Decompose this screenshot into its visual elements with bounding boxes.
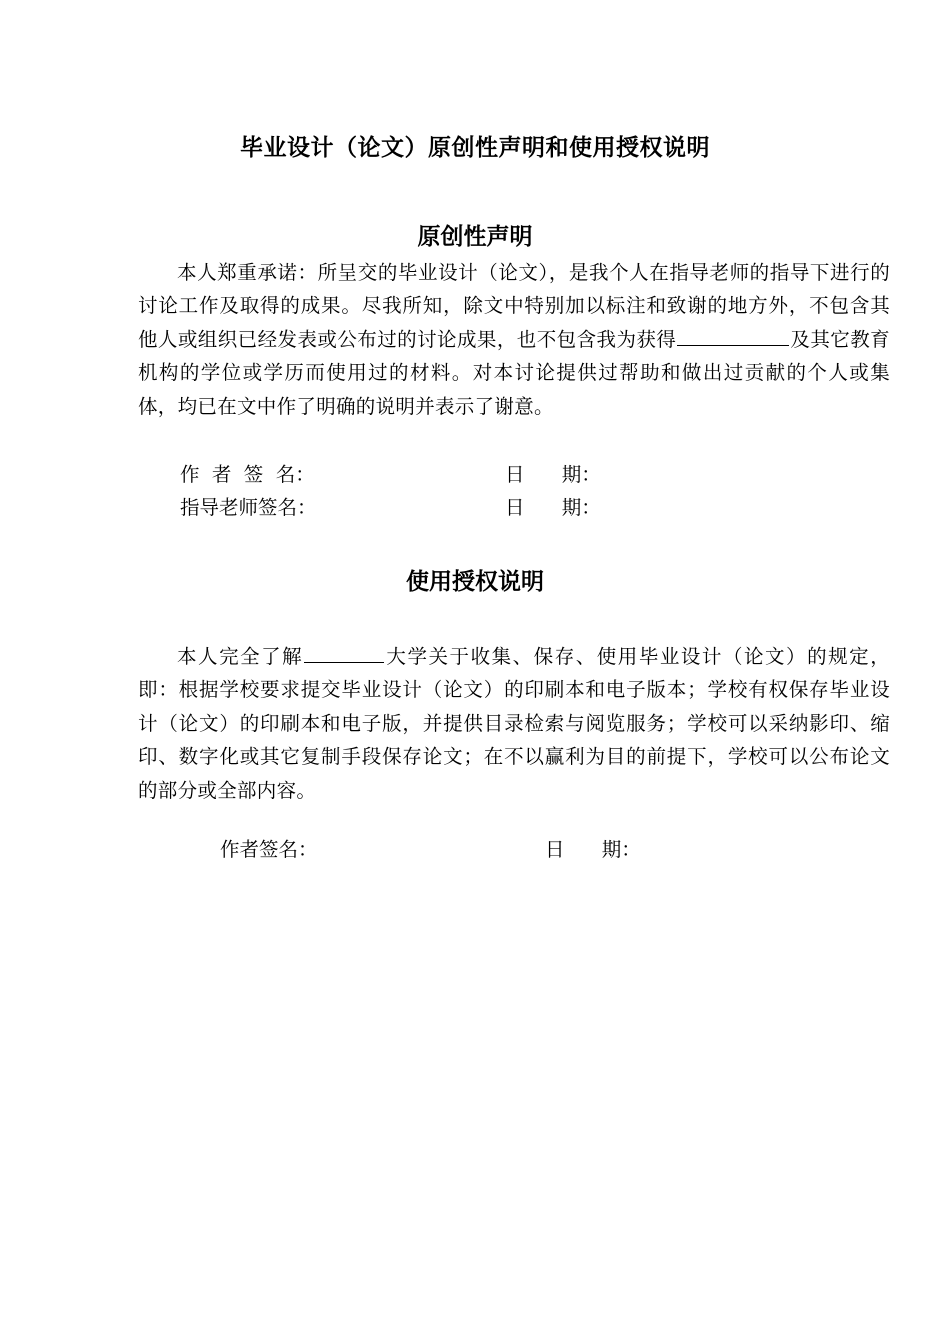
authorization-text-part1: 本人完全了解	[177, 645, 304, 668]
authorization-heading: 使用授权说明	[406, 569, 544, 595]
university-blank-line[interactable]	[304, 640, 384, 663]
advisor-sign-label: 指导老师签名：	[180, 496, 317, 519]
auth-author-sign-label: 作者签名：	[220, 838, 318, 861]
degree-blank-line[interactable]	[677, 323, 789, 346]
author-date-label: 日 期：	[505, 463, 601, 486]
author-date-row	[505, 460, 601, 490]
page-title: 毕业设计（论文）原创性声明和使用授权说明	[240, 135, 710, 161]
author-sign-label: 作 者 签 名：	[180, 463, 315, 486]
originality-text-part2: 及其它教育机构的学位或学历而使用过的材料。对本讨论提供过帮助和做出过贡献的个人或集体，均已在文中作了明确的说明并表示了谢意。	[138, 327, 890, 418]
auth-date-label: 日 期：	[545, 838, 641, 861]
auth-date-row	[545, 835, 641, 865]
originality-statement	[138, 256, 890, 423]
originality-heading: 原创性声明	[417, 224, 533, 250]
author-sign-row	[180, 460, 315, 490]
advisor-sign-row	[180, 493, 317, 523]
advisor-date-row	[505, 493, 601, 523]
authorization-text-part2: 大学关于收集、保存、使用毕业设计（论文）的规定，即：根据学校要求提交毕业设计（论文）的印刷本和电子版本；学校有权保存毕业设计（论文）的印刷本和电子版，并提供目录检索与阅览服务；学校可以采纳影印、缩印、数字化或其它复制手段保存论文；在不以赢利为目的前提下，学校可以公布论文的部分或全部内容。	[138, 645, 890, 802]
auth-author-sign-row	[220, 835, 318, 865]
authorization-statement	[138, 640, 890, 807]
originality-text-part1: 本人郑重承诺：所呈交的毕业设计（论文），是我个人在指导老师的指导下进行的讨论工作及取得的成果。尽我所知，除文中特别加以标注和致谢的地方外，不包含其他人或组织已经发表或公布过的讨论成果，也不包含我为获得	[138, 261, 890, 351]
advisor-date-label: 日 期：	[505, 496, 601, 519]
